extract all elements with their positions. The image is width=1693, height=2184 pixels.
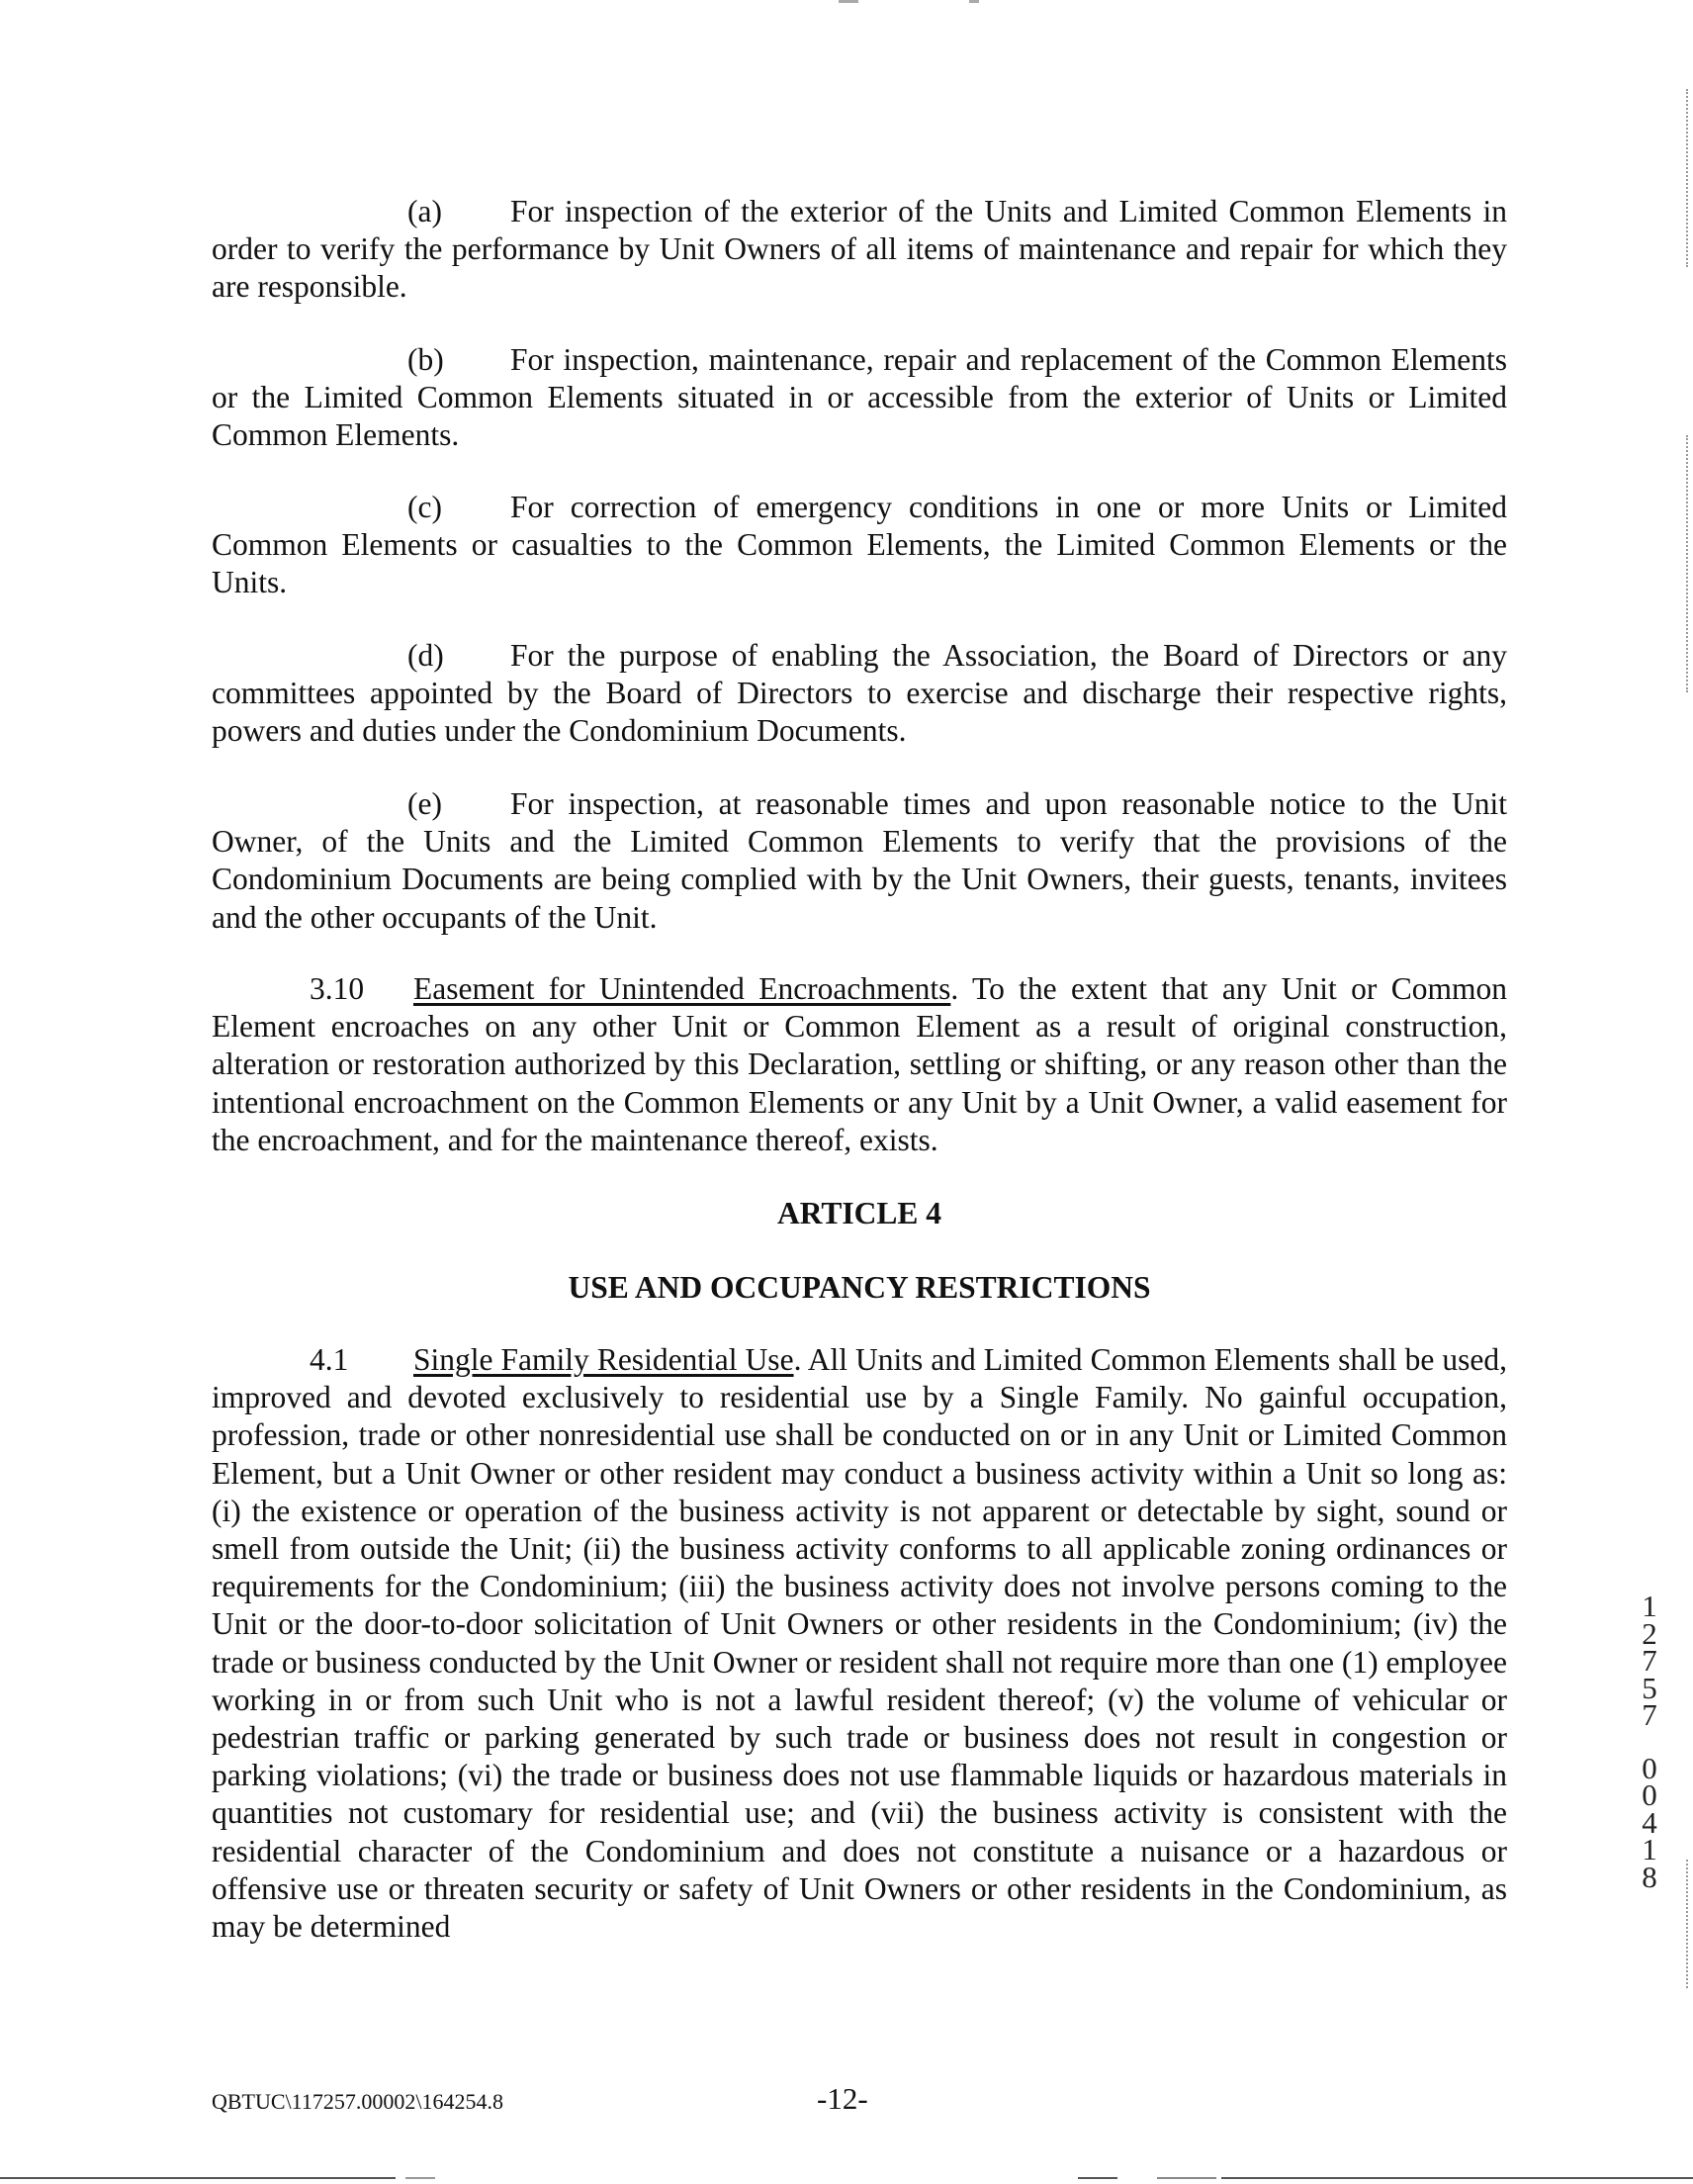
scan-edge-dots — [1686, 1860, 1690, 1988]
paragraph-text: For the purpose of enabling the Association, the Board of Directors or any committees appointed by the Board of Directors to exercise and discharge their respective rights, powers and duties under the Condominium Documents. — [212, 638, 1507, 749]
section-3-10 — [212, 970, 1507, 1159]
stamp-digit: 4 — [1642, 1804, 1657, 1840]
margin-stamp — [1636, 1589, 1663, 1894]
stamp-digit: 1 — [1642, 1832, 1657, 1866]
scan-rule — [1157, 2177, 1216, 2179]
scan-rule — [1078, 2177, 1117, 2179]
paragraph-e — [212, 785, 1507, 937]
paragraph-d — [212, 637, 1507, 751]
section-4-1 — [212, 1341, 1507, 1946]
section-title: Single Family Residential Use — [413, 1342, 794, 1377]
paragraph-text: For inspection, at reasonable times and upon reasonable notice to the Unit Owner, of the Units and the Limited Common Elements to verify that the provisions of the Condominium Documents are being complied with by the Unit Owners, their guests, tenants, invitees and the other occupants of the Unit. — [212, 786, 1507, 935]
section-number: 3.10 — [310, 971, 365, 1006]
paragraph-b — [212, 341, 1507, 455]
scan-rule — [1221, 2177, 1693, 2179]
footer-document-id: QBTUC\117257.00002\164254.8 — [212, 2089, 503, 2114]
section-text: . All Units and Limited Common Elements shall be used, improved and devoted exclusively to residential use by a Single Family. No gainful occupation, profession, trade or other nonresidential use shall be conducted on or in any Unit or Limited Common Element, but a Unit Owner or other resident may conduct a business activity within a Unit so long as: (i) the existence or operation of the business activity is not apparent or detectable by sight, sound or smell from outside the Unit; (ii) the business activity conforms to all applicable zoning ordinances or requirements for the Condominium; (iii) the business activity does not involve persons coming to the Unit or the door-to-door solicitation of Unit Owners or other residents in the Condominium; (iv) the trade or business conducted by the Unit Owner or resident shall not require more than one (1) employee working in or from such Unit who is not a lawful resident thereof; (v) the volume of vehicular or pedestrian traffic or parking generated by such trade or business does not result in congestion or parking violations; (vi) the trade or business does not use flammable liquids or hazardous materials in quantities not customary for residential use; and (vii) the business activity is consistent with the residential character of the Condominium and does not constitute a nuisance or a hazardous or offensive use or threaten security or safety of Unit Owners or other residents in the Condominium, as may be determined — [212, 1342, 1508, 1945]
stamp-digit: 7 — [1642, 1643, 1657, 1678]
paragraph-marker: (a) — [407, 194, 442, 228]
stamp-digit: 0 — [1642, 1777, 1657, 1812]
stamp-digit: 0 — [1642, 1750, 1657, 1785]
paragraph-text: For correction of emergency conditions in one or more Units or Limited Common Elements or casualties to the Common Elements, the Limited Common Elements or the Units. — [212, 490, 1507, 600]
paragraph-c — [212, 489, 1507, 602]
paragraph-a — [212, 193, 1507, 307]
stamp-digit: 8 — [1642, 1859, 1657, 1894]
paragraph-marker: (c) — [407, 490, 442, 524]
scan-rule — [0, 2177, 396, 2179]
section-number: 4.1 — [310, 1342, 349, 1377]
paragraph-text: For inspection of the exterior of the Units and Limited Common Elements in order to verify the performance by Unit Owners of all items of maintenance and repair for which they are responsible. — [212, 194, 1507, 305]
paragraph-marker: (e) — [407, 786, 442, 821]
scan-rule — [405, 2177, 435, 2179]
section-text: . To the extent that any Unit or Common Element encroaches on any other Unit or Common Element as a result of original construction, alteration or restoration authorized by this Declaration, settling or shifting, or any reason other than the intentional encroachment on the Common Elements or any Unit by a Unit Owner, a valid easement for the encroachment, and for the maintenance thereof, exists. — [212, 971, 1507, 1157]
stamp-digit: 2 — [1642, 1615, 1657, 1651]
scan-edge-dots — [1686, 435, 1690, 692]
scan-edge-dots — [1686, 89, 1690, 267]
scan-mark — [969, 0, 979, 3]
stamp-digit: 5 — [1642, 1670, 1657, 1705]
footer-page-number: -12- — [817, 2081, 868, 2116]
stamp-digit: 1 — [1642, 1589, 1657, 1623]
section-title: Easement for Unintended Encroachments — [413, 971, 951, 1006]
paragraph-marker: (d) — [407, 638, 444, 673]
paragraph-marker: (b) — [407, 342, 444, 377]
stamp-digit: 7 — [1642, 1697, 1657, 1732]
scan-mark — [839, 0, 858, 3]
paragraph-text: For inspection, maintenance, repair and replacement of the Common Elements or the Limited Common Elements situated in or accessible from the exterior of Units or Limited Common Elements. — [212, 342, 1507, 453]
article-label: ARTICLE 4 — [776, 1196, 942, 1230]
article-title: USE AND OCCUPANCY RESTRICTIONS — [568, 1270, 1151, 1305]
